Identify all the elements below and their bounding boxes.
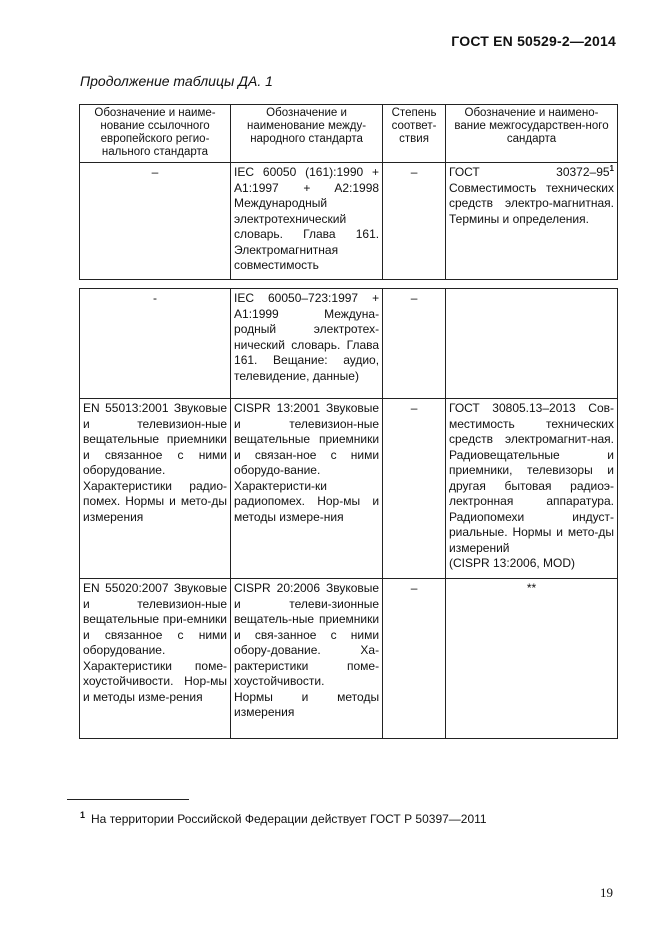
header-interstate-standard: Обозначение и наимено-вание межгосударствен-ного сандарта [446, 105, 618, 163]
cell-interstate-standard [446, 399, 618, 579]
document-code: ГОСТ EN 50529-2—2014 [451, 33, 616, 49]
footnote-mark: 1 [80, 810, 86, 820]
table-row [80, 399, 618, 579]
cell-european-standard: - [80, 289, 231, 399]
cell-european-standard: EN 55013:2001 Звуковые и телевизион-ные вещательные приемники и связанное с ними оборудование. Характеристики радио-помех. Нормы и мето-ды измерения [80, 399, 231, 579]
interstate-standard-title: Совместимость технических средств электро-магнитная. Термины и определения. [449, 180, 614, 226]
cell-european-standard: – [80, 163, 231, 280]
cell-compliance-degree: – [383, 289, 446, 399]
cell-compliance-degree: – [383, 579, 446, 739]
header-european-standard: Обозначение и наиме-нование ссылочного европейского регио-нального стандарта [80, 105, 231, 163]
cell-interstate-standard [446, 163, 618, 280]
table-row [80, 579, 618, 739]
footnote-text: На территории Российской Федерации действует ГОСТ Р 50397—2011 [91, 812, 487, 826]
footnote [80, 810, 487, 826]
international-standard-title: CISPR 20:2006 Звуковые и телеви-зионные вещатель-ные приемники и свя-занное с ними обору-дование. Ха-рактеристики поме-хоустойчивости. [234, 581, 380, 688]
footnote-reference-mark: 1 [609, 164, 614, 173]
cell-international-standard: IEC 60050 (161):1990 + A1:1997 + A2:1998 Международный электротехнический словарь. Глава 161. Электромагнитная совместимость [231, 163, 383, 280]
standards-table [79, 104, 618, 739]
row-gap [80, 280, 618, 289]
cell-international-standard: IEC 60050–723:1997 + A1:1999 Междуна-родный электротех-нический словарь. Глава 161. Вещание: аудио, телевидение, данные) [231, 289, 383, 399]
interstate-standard-modification: (CISPR 13:2006, MOD) [449, 556, 576, 570]
cell-interstate-standard: ** [446, 579, 618, 739]
cell-international-standard [231, 579, 383, 739]
table-continuation-title: Продолжение таблицы ДА. 1 [80, 73, 273, 89]
cell-compliance-degree: – [383, 163, 446, 280]
cell-interstate-standard [446, 289, 618, 399]
footnote-divider [67, 799, 189, 800]
cell-compliance-degree: – [383, 399, 446, 579]
international-standard-title-cont: Нормы и методы измерения [234, 689, 380, 719]
header-international-standard: Обозначение и наименование между-народного стандарта [231, 105, 383, 163]
cell-european-standard: EN 55020:2007 Звуковые и телевизион-ные вещательные при-емники и связанное с ними оборудование. Характеристики поме-хоустойчивости. Нор-мы и методы изме-рения [80, 579, 231, 739]
table-row [80, 289, 618, 399]
interstate-standard-title: ГОСТ 30805.13–2013 Сов-местимость технических средств электромагнит-ная. Радиовещательные и приемники, телевизоры и другая бытовая радиоэ-лектронная аппаратура. Радиопомехи индуст-риальные. Нормы и мето-ды измерений [449, 401, 614, 555]
cell-international-standard: CISPR 13:2001 Звуковые и телевизион-ные вещательные приемники и связан-ное с ними оборудо-вание. Характеристи-ки радиопомех. Нор-мы и методы измере-ния [231, 399, 383, 579]
table-row [80, 163, 618, 280]
header-compliance-degree: Степень соответ-ствия [383, 105, 446, 163]
page-number: 19 [600, 885, 613, 900]
interstate-standard-ref: ГОСТ 30372–95 [449, 165, 610, 179]
table-header-row [80, 105, 618, 163]
